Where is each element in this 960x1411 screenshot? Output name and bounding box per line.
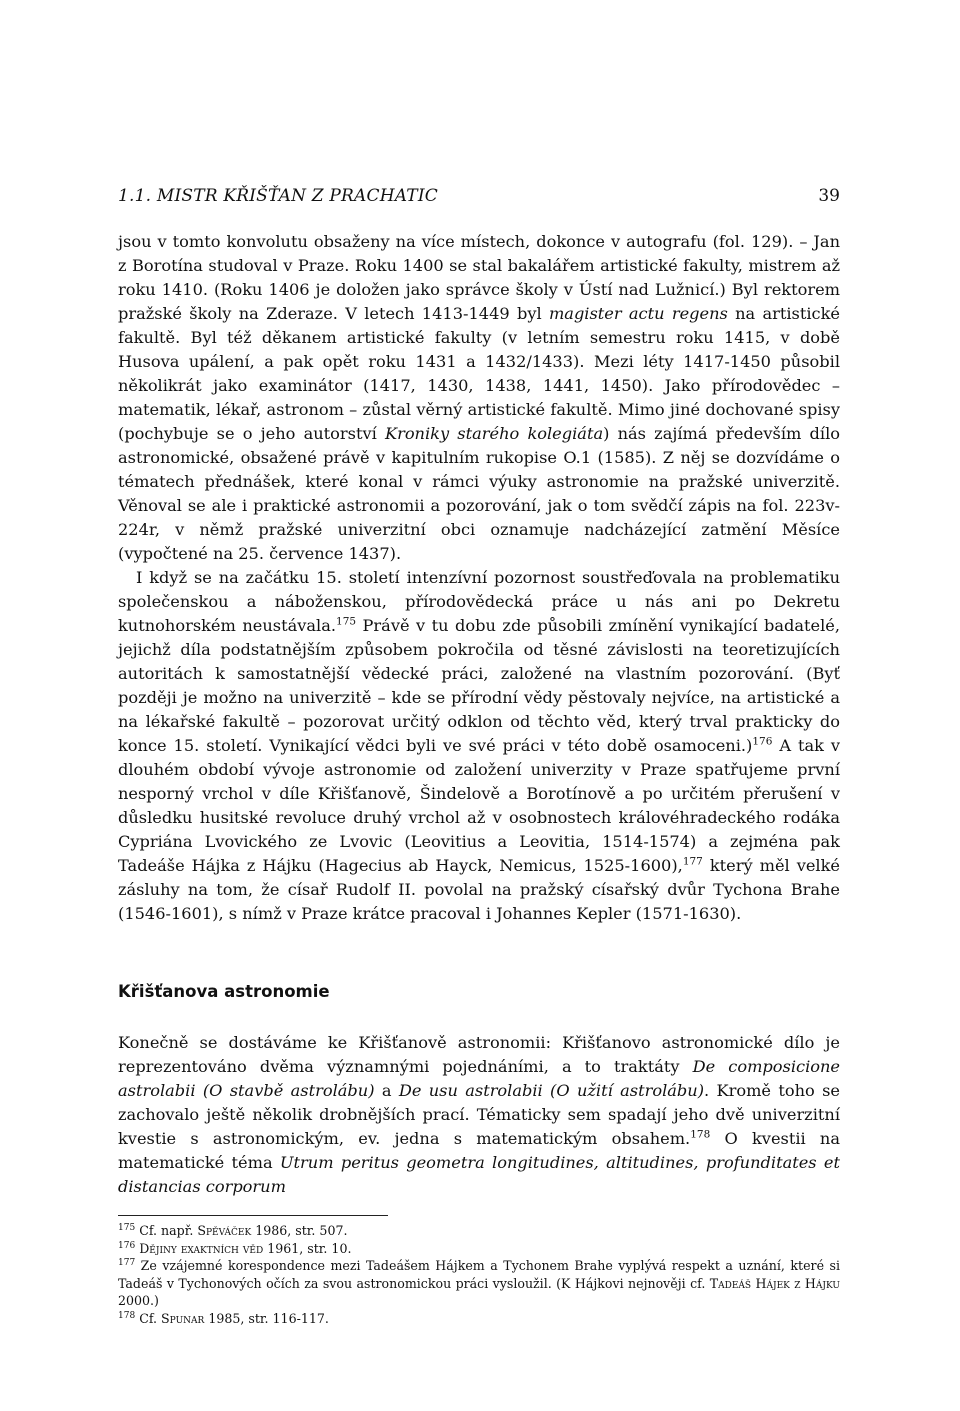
- text-run: Cf. např.: [135, 1223, 198, 1238]
- text-run: na artistické fakultě. Byl též děkanem artistické fakulty (v letním semestru roku 1415, v době Husova upálení, a pak opět roku 1431 a 1432/1433). Mezi léty 1417-1450 působil několikrát jako examinátor (1417, 1430, 1438, 1441, 1450). Jako přírodovědec – matematik, lékař, astronom – zůstal věrný artistické fakultě. Mimo jiné dochované spisy (pochybuje se o jeho autorství: [118, 304, 840, 443]
- cited-author: Spěváček: [197, 1223, 252, 1238]
- italic-title: De usu astrolabii (O užití astrolábu): [398, 1081, 705, 1100]
- text-run: I když se na začátku 15. století intenzívní pozornost soustřeďovala na problematiku společenskou a náboženskou, přírodovědecká práce u nás ani po Dekretu kutnohorském neustávala.: [118, 568, 840, 635]
- text-run: . Kromě toho se zachovalo ještě několik drobnějších prací. Tématicky sem spadají jeho dvě univerzitní kvestie s astronomickým, ev. jedna s matematickým obsahem.: [118, 1081, 840, 1148]
- paragraph-1: [118, 230, 840, 566]
- footnote-ref[interactable]: 176: [752, 735, 773, 748]
- main-text: [118, 230, 840, 926]
- cited-work: Dějiny exaktních věd: [139, 1240, 264, 1256]
- cited-work: Tadeáš Hájek z Hájku: [709, 1275, 840, 1291]
- text-run: Ze vzájemné korespondence mezi Tadeášem Hájkem a Tychonem Brahe vyplývá respekt a uznání, které si Tadeáš v Tychonových očích za svou astronomickou práci vysloužil. (K Hájkovi nejnověji cf.: [118, 1258, 840, 1291]
- paragraph-3: [118, 1031, 840, 1199]
- text-run: který měl velké zásluhy na tom, že císař Rudolf II. povolal na pražský císařský dvůr Tychona Brahe (1546-1601), s nímž v Praze krátce pracoval i Johannes Kepler (1571-1630).: [118, 856, 840, 923]
- cited-author: Spunar: [161, 1310, 205, 1326]
- text-run: 1986, str. 507.: [251, 1223, 348, 1238]
- text-run: O kvestii na matematické téma: [118, 1129, 840, 1172]
- footnote-178: [118, 1310, 840, 1328]
- text-run: A tak v dlouhém období vývoje astronomie od založení univerzity v Praze spatřujeme první nesporný vrchol v díle Křišťanově, Šindelově a Borotínově a po určitém přerušení v důsledku husitské revoluce druhý vrchol až v osobnostech královéhradeckého rodáka Cypriána Lvovického ze Lvovic (Leovitius a Leovitia, 1514-1574) a zejména pak Tadeáše Hájka z Hájku (Hagecius ab Hayck, Nemicus, 1525-1600),: [118, 736, 840, 875]
- text-run: jsou v tomto konvolutu obsaženy na více místech, dokonce v autografu (fol. 129). – Jan z Borotína studoval v Praze. Roku 1400 se stal bakalářem artistické fakulty, mistrem až roku 1410. (Roku 1406 je doložen jako správce školy v Ústí nad Lužnicí.) Byl rektorem pražské školy na Zderaze. V letech 1413-1449 byl: [118, 232, 840, 323]
- italic-title: De composicione astrolabii (O stavbě astrolábu): [118, 1057, 841, 1100]
- section-heading: Křišťanova astronomie: [118, 982, 330, 1001]
- footnote-176: [118, 1240, 840, 1258]
- text-run: Právě v tu dobu zde působili zmínění vynikající badatelé, jejichž díla podstatnějším způsobem pokročila od těsné závislosti na teoretizujících autoritách k samostatnější vědecké práci, založené na vlastním pozorování. (Byť později je možno na univerzitě – kde se přírodní vědy pěstovaly nejvíce, na artistické a na lékařské fakultě – pozorovat určitý odklon od těchto věd, který trval prakticky do konce 15. století. Vynikající vědci byli ve své práci v této době osamoceni.): [118, 616, 840, 755]
- paragraph-2: [118, 566, 840, 926]
- footnote-divider: [118, 1215, 388, 1216]
- running-title: 1.1. MISTR KŘIŠŤAN Z PRACHATIC: [118, 186, 438, 206]
- footnote-ref[interactable]: 175: [336, 615, 357, 628]
- footnote-number: 177: [118, 1257, 136, 1268]
- text-run: 1985, str. 116-117.: [204, 1310, 329, 1326]
- text-run: Cf.: [135, 1310, 162, 1326]
- section-text: [118, 1031, 840, 1199]
- text-run: Konečně se dostáváme ke Křišťanově astronomii: Křišťanovo astronomické dílo je reprezentováno dvěma významnými pojednáními, a to traktáty: [118, 1033, 840, 1076]
- text-run: a: [374, 1081, 399, 1100]
- text-run: 2000.): [118, 1293, 159, 1308]
- footnote-number: 176: [118, 1240, 136, 1251]
- italic-term: magister actu regens: [548, 304, 728, 323]
- footnote-number: 175: [118, 1222, 136, 1233]
- footnotes: [118, 1222, 840, 1327]
- running-header: [118, 170, 840, 210]
- italic-title: Utrum peritus geometra longitudines, altitudines, profunditates et distancias corporum: [118, 1153, 840, 1196]
- page-number: 39: [818, 186, 840, 206]
- footnote-175: [118, 1222, 840, 1240]
- text-run: 1961, str. 10.: [263, 1240, 352, 1256]
- page: [118, 170, 840, 1327]
- italic-title: Kroniky starého kolegiáta: [384, 424, 604, 443]
- footnote-ref[interactable]: 178: [690, 1128, 711, 1141]
- footnote-number: 178: [118, 1310, 136, 1321]
- footnote-ref[interactable]: 177: [682, 855, 703, 868]
- text-run: ) nás zajímá především dílo astronomické, obsažené právě v kapitulním rukopise O.1 (1585). Z něj se dozvídáme o tématech přednášek, které konal v rámci výuky astronomie na pražské univerzitě. Věnoval se ale i praktické astronomii a pozorování, jak o tom svědčí zápis na fol. 223v-224r, v němž pražské univerzitní obci oznamuje nadcházející zatmění Měsíce (vypočtené na 25. července 1437).: [118, 424, 840, 563]
- footnote-177: [118, 1257, 840, 1310]
